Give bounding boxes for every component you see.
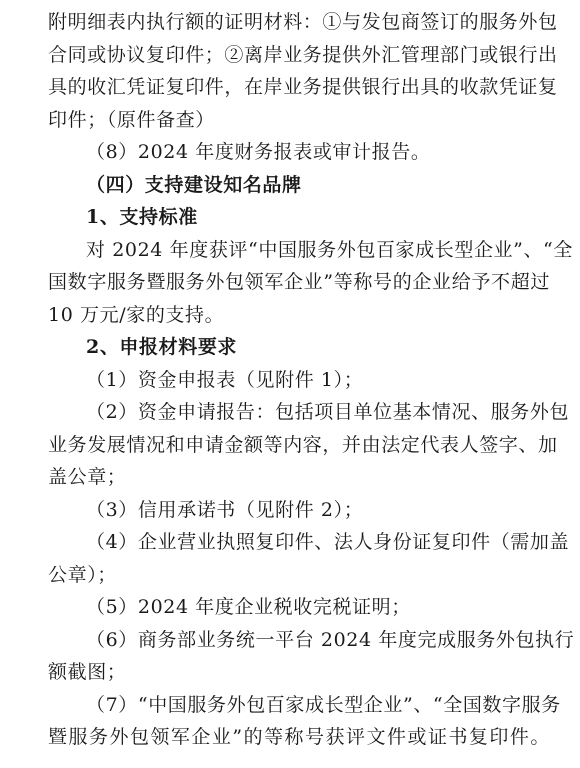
subsection-heading: 1、支持标准	[86, 206, 198, 228]
list-item: （2）资金申请报告：包括项目单位基本情况、服务外包	[86, 401, 570, 423]
paragraph-line: 印件；（原件备查）	[48, 108, 215, 131]
paragraph-line: 附明细表内执行额的证明材料：①与发包商签订的服务外包	[48, 11, 558, 33]
paragraph-line: 10 万元/家的支持。	[48, 303, 225, 326]
list-item-continuation: 业务发展情况和申请金额等内容，并由法定代表人签字、加	[48, 433, 558, 456]
list-item-continuation: 额截图；	[48, 661, 127, 683]
list-item: （1）资金申报表（见附件 1）；	[86, 368, 364, 391]
list-item-continuation: 暨服务外包领军企业”的等称号获评文件或证书复印件。	[48, 726, 550, 748]
paragraph-line: 合同或协议复印件；②离岸业务提供外汇管理部门或银行出	[48, 43, 558, 66]
paragraph-line: 具的收汇凭证复印件，在岸业务提供银行出具的收款凭证复	[48, 76, 558, 98]
paragraph-line: 对 2024 年度获评“中国服务外包百家成长型企业”、“全	[86, 238, 573, 261]
list-item: （7）“中国服务外包百家成长型企业”、“全国数字服务	[86, 693, 561, 716]
subsection-heading: 2、申报材料要求	[86, 336, 238, 358]
list-item: （4）企业营业执照复印件、法人身份证复印件（需加盖	[86, 531, 570, 553]
list-item-continuation: 公章）；	[48, 563, 117, 586]
list-item-continuation: 盖公章；	[48, 466, 127, 488]
section-heading: （四）支持建设知名品牌	[86, 173, 302, 196]
list-item: （5）2024 年度企业税收完税证明；	[86, 596, 411, 618]
paragraph-line: 国数字服务暨服务外包领军企业”等称号的企业给予不超过	[48, 271, 550, 293]
list-item: （6）商务部业务统一平台 2024 年度完成服务外包执行	[86, 628, 575, 651]
paragraph-line: （8）2024 年度财务报表或审计报告。	[86, 141, 431, 163]
list-item: （3）信用承诺书（见附件 2）；	[86, 498, 364, 521]
